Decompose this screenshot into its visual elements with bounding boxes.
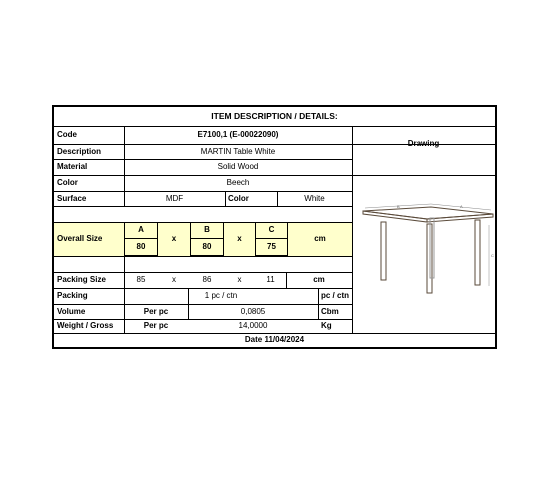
material-value: Solid Wood [217,162,259,171]
surface-color-value: White [304,193,325,203]
packing-size-label: Packing Size [57,275,106,284]
drawing-dim-b: B [397,204,400,209]
packing-size-b: 86 [202,275,212,284]
overall-unit: cm [314,234,326,243]
code-value: E7100,1 (E-00022090) [197,130,279,139]
surface-value: MDF [165,193,184,203]
packing-size-unit: cm [313,275,325,284]
volume-unit: Cbm [321,306,339,316]
packing-unit: pc / ctn [320,291,349,300]
drawing-dim-a: A [460,204,463,209]
dim-a-value: 80 [136,242,146,251]
weight-value: 14,0000 [238,321,268,330]
color-value: Beech [226,178,250,187]
dim-a-name: A [138,225,144,234]
surface-label: Surface [57,193,87,203]
row-line [54,256,352,257]
drawing-dim-c: C [491,253,494,258]
code-label: Code [57,130,77,139]
packing-separator: x [172,275,176,284]
weight-label: Weight / Gross [57,321,114,330]
weight-unit: Kg [321,321,332,330]
packing-size-a: 85 [136,275,146,284]
sheet-title: ITEM DESCRIPTION / DETAILS: [211,111,338,122]
packing-label: Packing [57,291,88,300]
material-label: Material [57,162,88,171]
drawing-label: Drawing [407,139,440,148]
dim-c-value: 75 [267,242,276,251]
overall-size-label: Overall Size [57,234,103,243]
surface-color-label: Color [228,193,249,203]
dim-c-name: C [268,225,275,234]
color-label: Color [57,178,78,187]
dim-b-value: 80 [202,242,212,251]
table-drawing [353,163,495,333]
volume-per: Per pc [143,306,169,316]
item-details-sheet [52,105,497,349]
weight-per: Per pc [143,321,169,330]
dim-separator: x [171,234,177,243]
volume-label: Volume [57,306,86,316]
date-footer: Date 11/04/2024 [244,335,305,344]
packing-separator: x [237,275,242,284]
dim-separator: x [237,234,242,243]
volume-value: 0,0805 [240,306,266,316]
description-value: MARTIN Table White [200,146,276,156]
row-line [54,206,352,207]
packing-value: 1 pc / ctn [204,291,238,300]
packing-size-c: 11 [266,275,275,284]
dim-b-name: B [204,225,210,234]
description-label: Description [57,146,102,156]
